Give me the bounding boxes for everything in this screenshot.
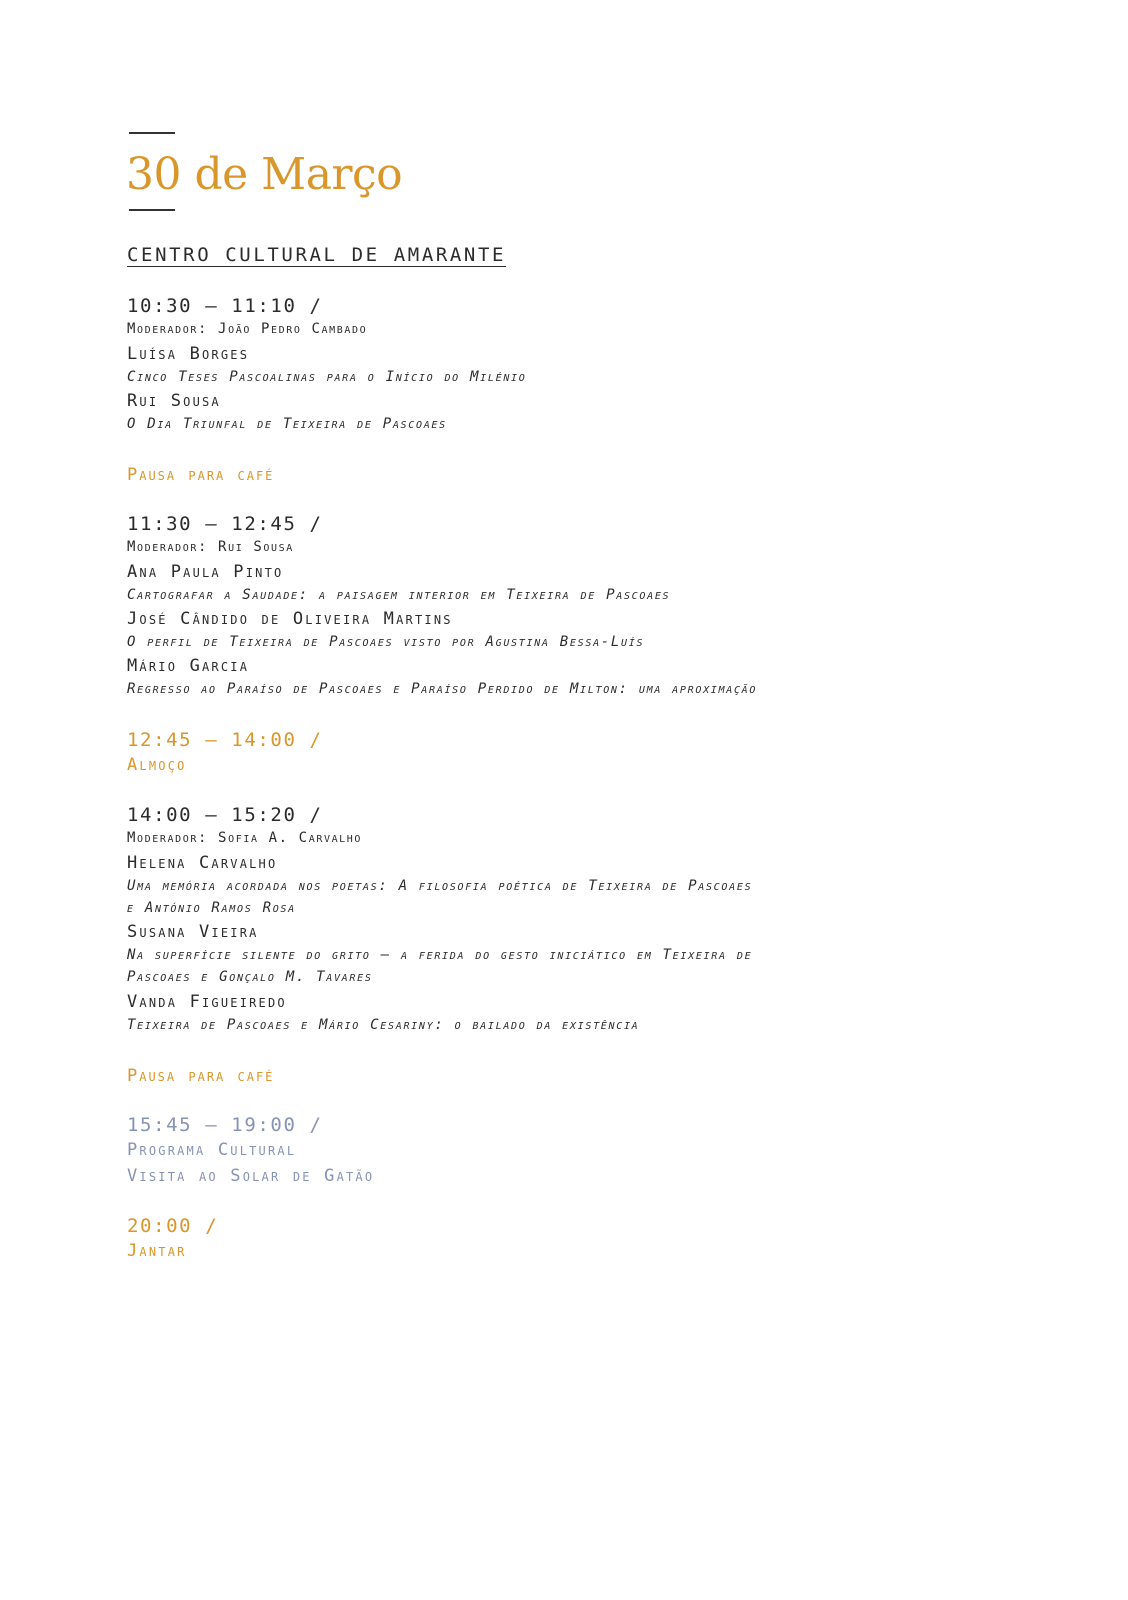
speaker-name: Rui Sousa	[127, 391, 221, 411]
talk-title: e António Ramos Rosa	[127, 900, 296, 916]
session-1-time: 10:30 – 11:10 /	[127, 295, 323, 317]
session-3-moderator: Moderador: Sofia A. Carvalho	[127, 830, 363, 846]
session-3-time: 14:00 – 15:20 /	[127, 804, 323, 826]
coffee-break: Pausa para café	[127, 465, 275, 485]
speaker-name: Helena Carvalho	[127, 853, 278, 873]
speaker-name: Mário Garcia	[127, 656, 250, 676]
session-2-time: 11:30 – 12:45 /	[127, 513, 323, 535]
cultural-label: Programa Cultural	[127, 1140, 297, 1160]
dinner-label: Jantar	[127, 1241, 187, 1261]
talk-title: O perfil de Teixeira de Pascoaes visto por Agustina Bessa-Luís	[127, 634, 645, 650]
speaker-name: Luísa Borges	[127, 344, 250, 364]
session-2-moderator: Moderador: Rui Sousa	[127, 539, 294, 555]
cultural-time: 15:45 – 19:00 /	[127, 1114, 323, 1136]
speaker-name: Ana Paula Pinto	[127, 562, 284, 582]
page-title: 30 de Março	[126, 149, 403, 200]
speaker-name: José Cândido de Oliveira Martins	[127, 609, 453, 629]
speaker-name: Vanda Figueiredo	[127, 992, 287, 1012]
talk-title: Teixeira de Pascoaes e Mário Cesariny: o bailado da existência	[127, 1017, 640, 1033]
dinner-time: 20:00 /	[127, 1215, 219, 1237]
cultural-detail: Visita ao Solar de Gatão	[127, 1166, 375, 1186]
talk-title: O Dia Triunfal de Teixeira de Pascoaes	[127, 416, 447, 432]
talk-title: Uma memória acordada nos poetas: A filosofia poética de Teixeira de Pascoaes	[127, 878, 753, 894]
talk-title: Cartografar a Saudade: a paisagem interior em Teixeira de Pascoaes	[127, 587, 671, 603]
session-1-moderator: Moderador: João Pedro Cambado	[127, 321, 368, 337]
talk-title: Pascoaes e Gonçalo M. Tavares	[127, 969, 373, 985]
talk-title: Cinco Teses Pascoalinas para o Início do Milénio	[127, 369, 527, 385]
lunch-time: 12:45 – 14:00 /	[127, 729, 323, 751]
talk-title: Na superfície silente do grito – a ferida do gesto iniciático em Teixeira de	[127, 947, 753, 963]
speaker-name: Susana Vieira	[127, 922, 259, 942]
top-rule	[129, 132, 175, 134]
bottom-rule	[129, 209, 175, 211]
talk-title: Regresso ao Paraíso de Pascoaes e Paraíso Perdido de Milton: uma aproximação	[127, 681, 758, 697]
venue-heading: CENTRO CULTURAL DE AMARANTE	[127, 244, 507, 266]
lunch-label: Almoço	[127, 755, 187, 775]
coffee-break: Pausa para café	[127, 1066, 275, 1086]
